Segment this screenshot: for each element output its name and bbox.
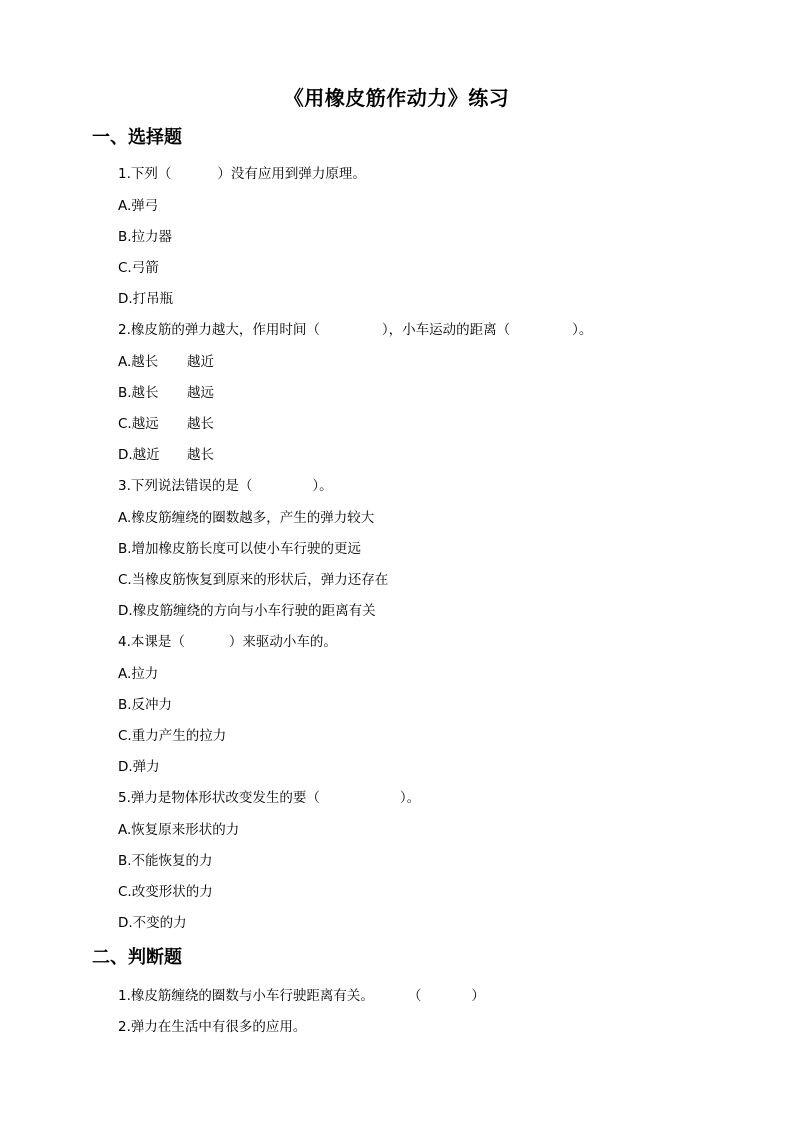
option-label: A.越长 xyxy=(118,354,159,370)
question-stem: 2.弹力在生活中有很多的应用。 xyxy=(118,1019,307,1035)
option: D.不变的力 xyxy=(118,915,187,931)
stem-before: 2.橡皮筋的弹力越大，作用时间（ xyxy=(118,322,320,338)
stem-before: 4.本课是（ xyxy=(118,634,185,650)
option-label: C.越远 xyxy=(118,416,159,432)
option: D.打吊瓶 xyxy=(118,291,174,307)
option-label: B.越长 xyxy=(118,385,159,401)
section-heading-judgement: 二、判断题 xyxy=(92,947,182,968)
option: A.橡皮筋缠绕的圈数越多，产生的弹力较大 xyxy=(118,510,375,526)
stem-after: ）。 xyxy=(572,322,593,338)
option: C.改变形状的力 xyxy=(118,884,213,900)
bracket-open: （ xyxy=(407,988,422,1004)
stem-middle: ），小车运动的距离（ xyxy=(381,322,511,338)
question-stem xyxy=(118,320,592,340)
option-value: 越远 xyxy=(187,385,214,401)
stem-after: ）没有应用到弹力原理。 xyxy=(217,166,366,182)
option: B.反冲力 xyxy=(118,697,173,713)
question-stem xyxy=(118,986,485,1006)
stem-text: 1.橡皮筋缠绕的圈数与小车行驶距离有关。 xyxy=(118,988,374,1004)
question-stem xyxy=(118,164,366,184)
stem-before: 3.下列说法错误的是（ xyxy=(118,478,253,494)
question-stem xyxy=(118,788,420,808)
stem-after: ）。 xyxy=(399,790,421,806)
option: B.不能恢复的力 xyxy=(118,853,213,869)
stem-after: ）来驱动小车的。 xyxy=(228,634,337,650)
option: D.橡皮筋缠绕的方向与小车行驶的距离有关 xyxy=(118,603,376,619)
option: A.恢复原来形状的力 xyxy=(118,822,240,838)
option: C.弓箭 xyxy=(118,260,159,276)
option: B.拉力器 xyxy=(118,229,173,245)
option: C.当橡皮筋恢复到原来的形状后，弹力还存在 xyxy=(118,572,389,588)
option-value: 越近 xyxy=(187,354,214,370)
bracket-close: ） xyxy=(471,988,485,1004)
option-value: 越长 xyxy=(187,416,214,432)
option-label: D.越近 xyxy=(118,447,160,463)
option: A.拉力 xyxy=(118,666,159,682)
stem-after: ）。 xyxy=(312,478,333,494)
option: C.重力产生的拉力 xyxy=(118,728,227,744)
question-stem xyxy=(118,632,337,652)
option: D.弹力 xyxy=(118,759,160,775)
page-title: 《用橡皮筋作动力》练习 xyxy=(283,86,510,110)
option-value: 越长 xyxy=(187,447,214,463)
option: A.弹弓 xyxy=(118,198,159,214)
stem-before: 5.弹力是物体形状改变发生的要（ xyxy=(118,790,320,806)
option: B.增加橡皮筋长度可以使小车行驶的更远 xyxy=(118,541,362,557)
section-heading-choice: 一、选择题 xyxy=(92,127,182,148)
stem-before: 1.下列（ xyxy=(118,166,172,182)
question-stem xyxy=(118,476,333,496)
